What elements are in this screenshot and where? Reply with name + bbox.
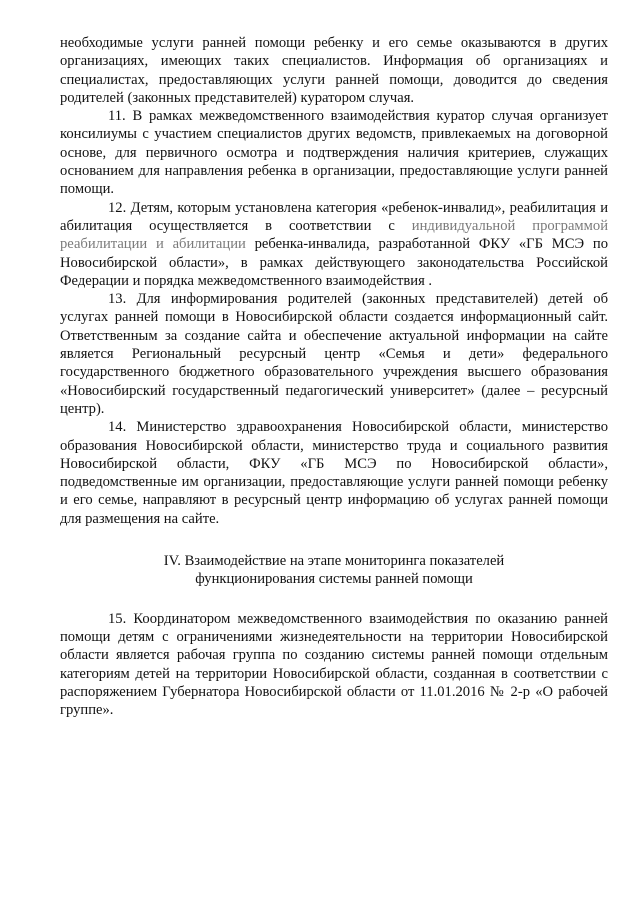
paragraph-12-start: 12. Детям, которым установлена категория «ребенок-инвалид», реабилитация и абилитация осуществляется в соответствии с (60, 199, 608, 234)
paragraph-11: 11. В рамках межведомственного взаимодействия куратор случая организует консилиумы с участием специалистов других ведомств, привлекаемых на договорной основе, для первичного осмотра и подтверждения наличия критериев, служащих основанием для направления ребенка в организации, предоставляющие услуги ранней помощи. (60, 108, 608, 198)
document-page (60, 34, 608, 719)
section-heading (60, 552, 608, 589)
paragraph-12-faded-text: индивидуальной программой реабилитации и абилитации (60, 217, 609, 253)
section-heading-line-2: функционирования системы ранней помощи (195, 571, 473, 588)
paragraph-12-end: ребенка-инвалида, разработанной ФКУ «ГБ МСЭ по Новосибирской области», в рамках действующего законодательства Российской Федерации и порядка межведомственного взаимодействия . (60, 236, 608, 289)
paragraph-13: 13. Для информирования родителей (законных представителей) детей об услугах ранней помощи в Новосибирской области создается информационный сайт. Ответственным за создание сайта и обеспечение актуальной информации на сайте является Региональный ресурсный центр «Семья и дети» федерального государственного бюджетного образовательного учреждения высшего образования «Новосибирский государственный педагогический университет» (далее – ресурсный центр). (60, 291, 608, 417)
paragraph-15: 15. Координатором межведомственного взаимодействия по оказанию ранней помощи детям с ограничениями жизнедеятельности на территории Новосибирской области является рабочая группа по созданию системы ранней помощи отдельным категориям детей на территории Новосибирской области, созданная в соответствии с распоряжением Губернатора Новосибирской области от 11.01.2016 № 2-р «О рабочей группе». (60, 610, 608, 719)
paragraph-14: 14. Министерство здравоохранения Новосибирской области, министерство образования Новосибирской области, министерство труда и социального развития Новосибирской области, ФКУ «ГБ МСЭ по Новосибирской области», подведомственные им организации, предоставляющие услуги ранней помощи ребенку и его семье, направляют в ресурсный центр информацию об услугах ранней помощи для размещения на сайте. (60, 419, 608, 527)
paragraph-12 (60, 199, 608, 290)
paragraph-continuation: необходимые услуги ранней помощи ребенку и его семье оказываются в других организациях, имеющих таких специалистов. Информация об организациях и специалистах, предоставляющих услуги ранней помощи, доводится до сведения родителей (законных представителей) куратором случая. (60, 35, 608, 106)
section-heading-line-1: IV. Взаимодействие на этапе мониторинга показателей (163, 553, 505, 570)
